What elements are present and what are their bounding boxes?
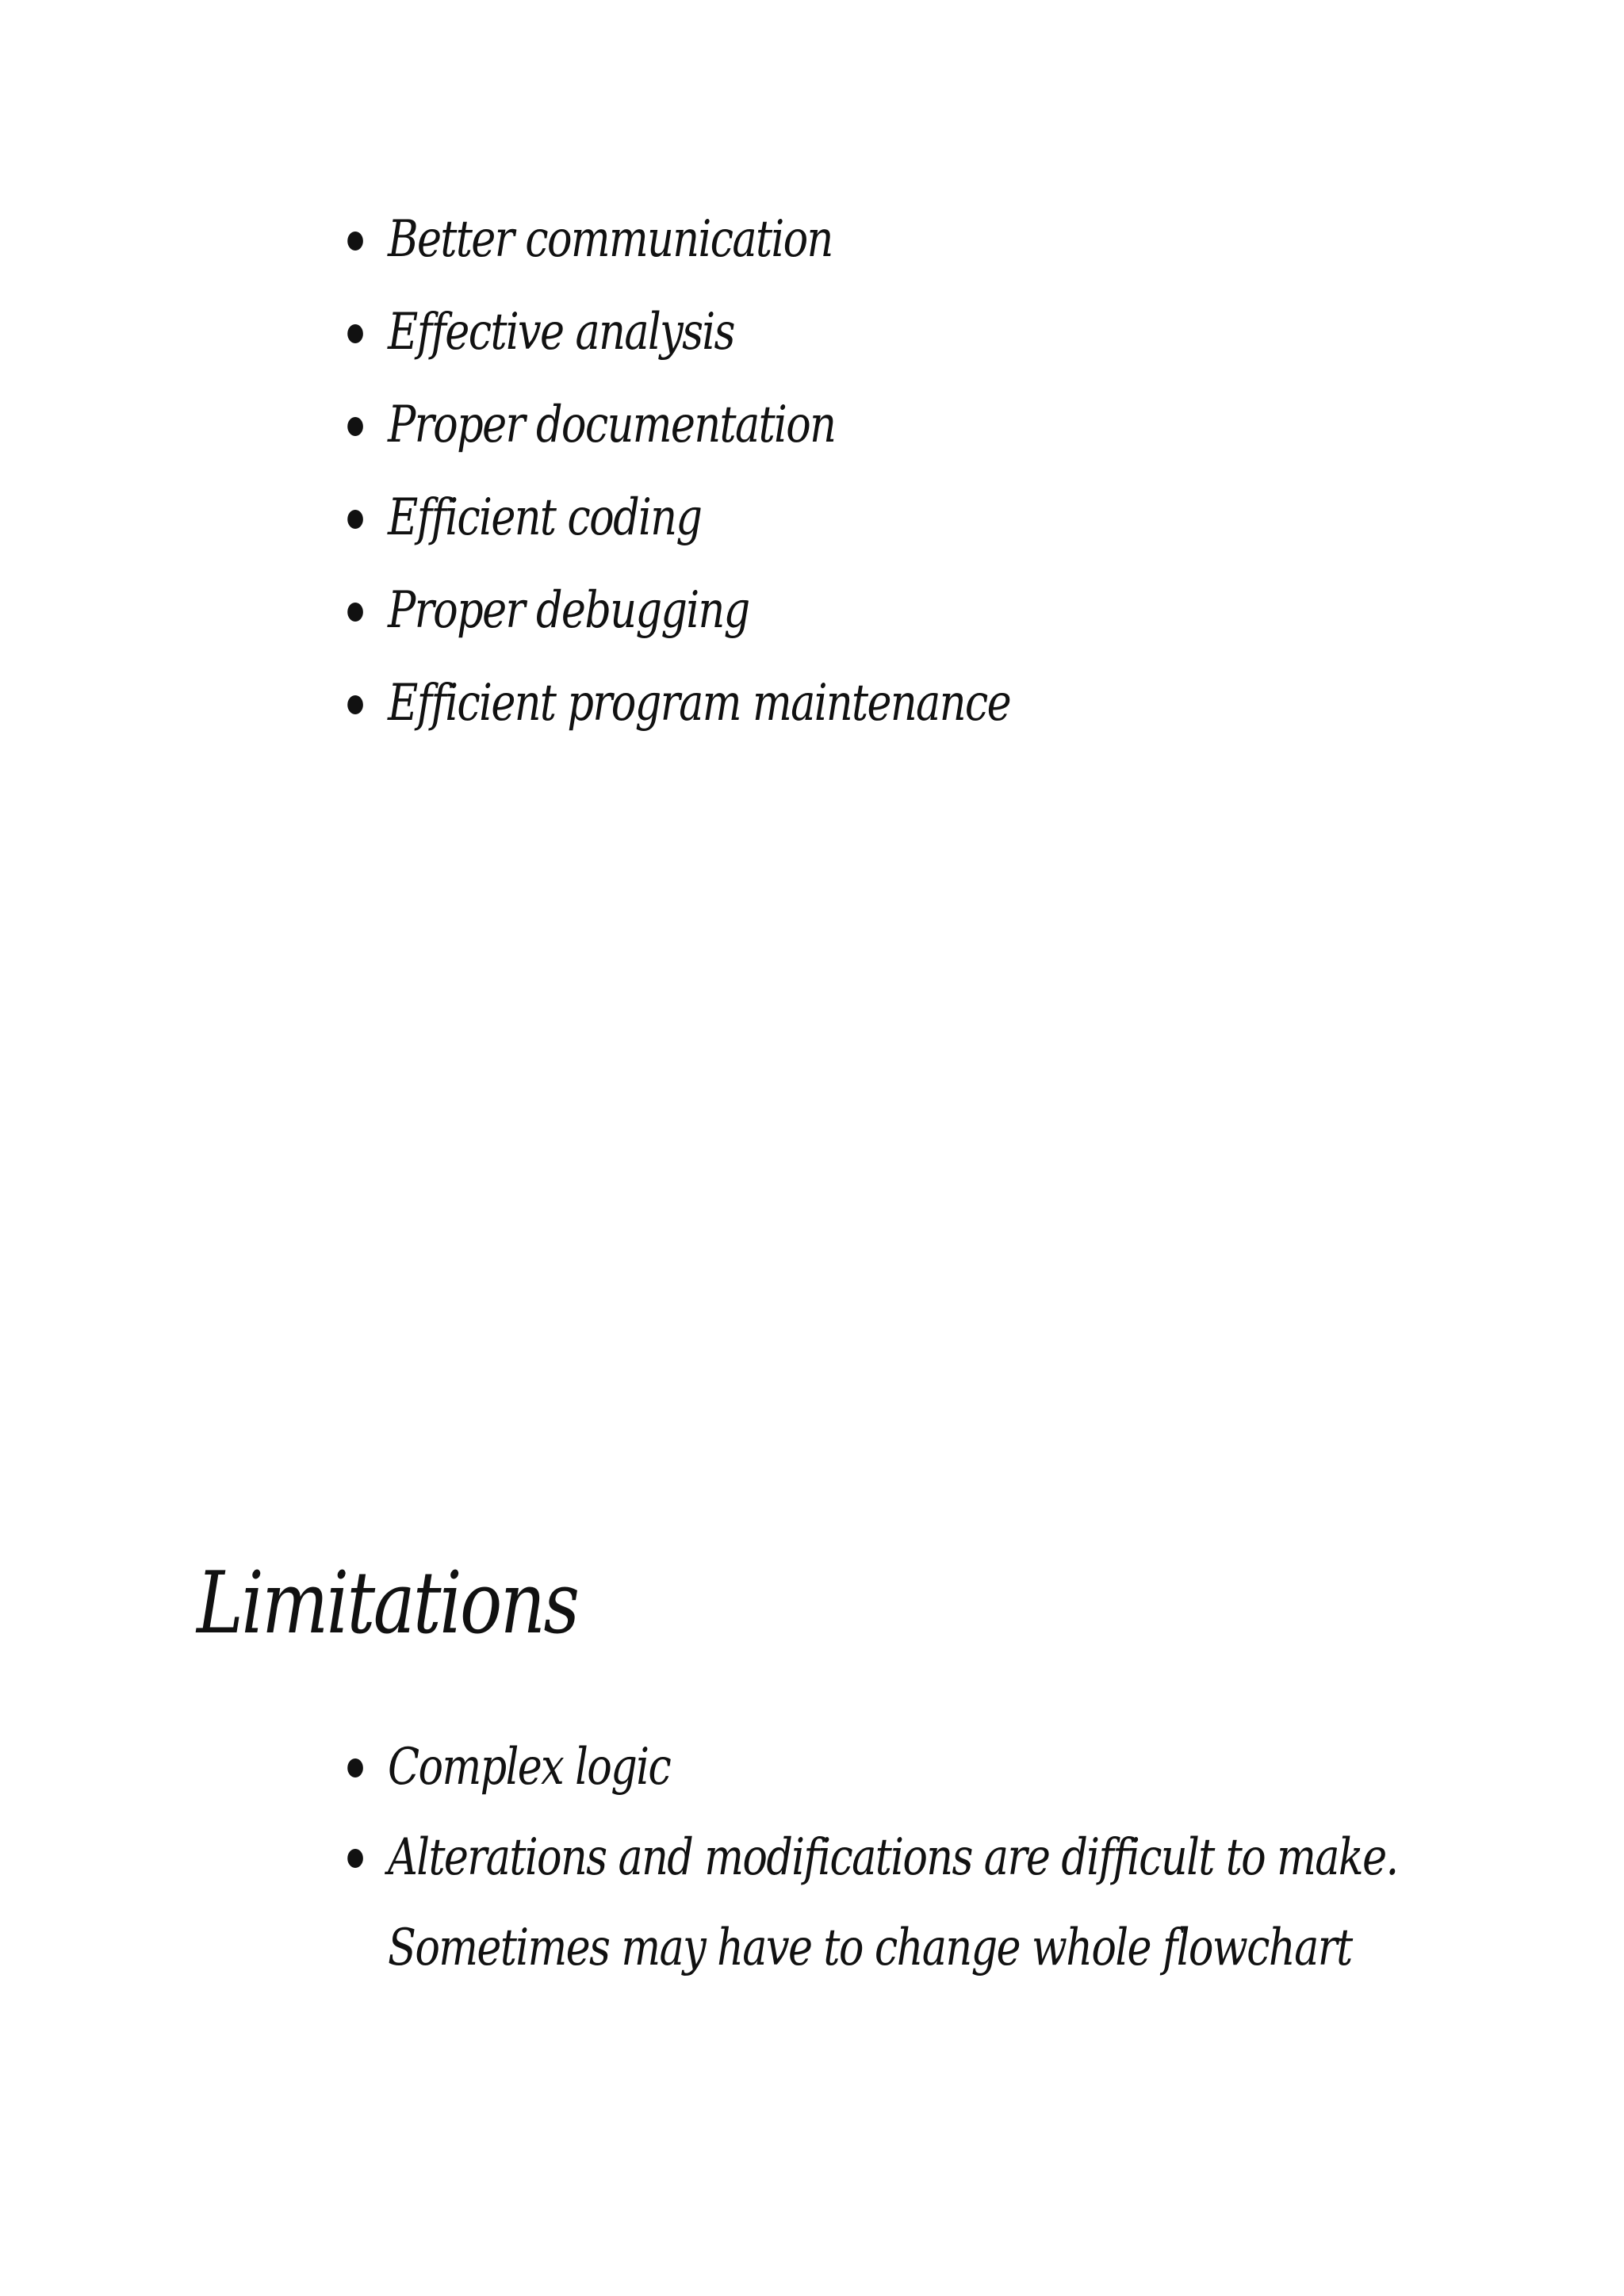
limitations-list	[341, 1722, 1451, 1993]
advantages-list	[341, 208, 1372, 764]
bullet-icon	[347, 1849, 363, 1868]
list-item-text: Proper documentation	[388, 396, 836, 454]
list-item	[341, 1722, 1251, 1812]
bullet-icon	[347, 324, 363, 343]
bullet-icon	[347, 1758, 363, 1777]
list-item	[341, 393, 1186, 486]
list-item-text: Efficient coding	[388, 488, 702, 547]
bullet-icon	[347, 417, 363, 436]
list-item	[341, 208, 1186, 300]
list-item-text: Efficient program maintenance	[388, 674, 1011, 733]
list-item-text: Alterations and modifications are difficult to make.	[388, 1828, 1398, 1887]
list-item-text: Complex logic	[388, 1738, 671, 1797]
list-item-text: Better communication	[388, 210, 833, 269]
list-item-text: Proper debugging	[388, 581, 749, 640]
list-item	[341, 1812, 1398, 1993]
bullet-icon	[347, 232, 363, 251]
list-item-text: Effective analysis	[388, 303, 734, 362]
list-item	[341, 579, 1186, 672]
bullet-icon	[347, 603, 363, 622]
list-item	[341, 486, 1186, 579]
list-item	[341, 300, 1186, 393]
list-item	[341, 672, 1186, 764]
list-item-text-continuation: Sometimes may have to change whole flowchart	[388, 1919, 1352, 1977]
bullet-icon	[347, 510, 363, 529]
limitations-heading: Limitations	[197, 1554, 578, 1653]
bullet-icon	[347, 695, 363, 714]
